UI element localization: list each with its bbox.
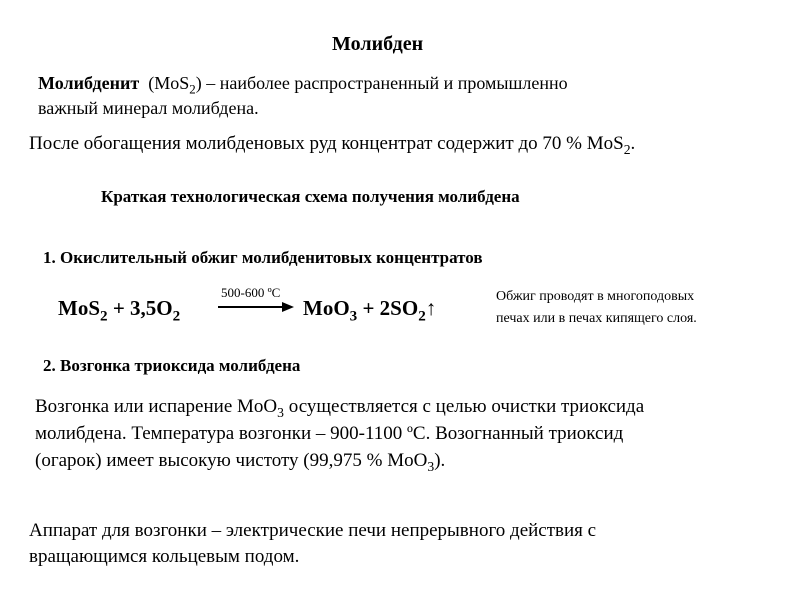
reaction-arrow-head — [282, 302, 294, 312]
gas-arrow-icon: ↑ — [425, 296, 437, 320]
step2-para-line-1 — [35, 396, 644, 418]
step1-equation-left — [58, 296, 181, 325]
intro-line-1 — [38, 73, 568, 97]
step2-heading: 2. Возгонка триоксида молибдена — [43, 356, 301, 375]
step2-line3-a: (огарок) имеет высокую чистоту (99,975 % MoO — [35, 450, 428, 471]
step2-line1-sub: 3 — [277, 404, 284, 420]
step1-note-line-1: Обжиг проводят в многоподовых — [496, 289, 695, 304]
apparatus-line-1: Аппарат для возгонки – электрические печи непрерывного действия с — [29, 520, 597, 541]
concentrate-text — [29, 133, 635, 155]
step2-para-line-3 — [35, 450, 445, 472]
intro-rest: – наиболее распространенный и промышленно — [201, 73, 568, 93]
eq-right-b: + 2SO — [357, 296, 419, 320]
step2-para-line-2: молибдена. Температура возгонки – 900-1100 ºС. Возогнанный триоксид — [35, 423, 624, 444]
intro-formula-sub: 2 — [189, 81, 196, 97]
step1-heading: 1. Окислительный обжиг молибденитовых концентратов — [43, 248, 483, 267]
eq-right-b-sub: 2 — [418, 308, 426, 325]
eq-right-a: MoO — [303, 296, 350, 320]
eq-left-b-sub: 2 — [172, 308, 181, 325]
step2-line3-sub: 3 — [427, 458, 435, 474]
apparatus-line-2: вращающимся кольцевым подом. — [29, 546, 300, 567]
step2-line1-a: Возгонка или испарение MoO — [35, 396, 278, 417]
eq-right-a-sub: 3 — [349, 308, 358, 325]
concentrate-sub: 2 — [623, 141, 631, 157]
intro-term: Молибденит — [38, 73, 140, 93]
step1-note-line-2: печах или в печах кипящего слоя. — [496, 311, 697, 326]
reaction-condition: 500-600 ºC — [221, 285, 281, 300]
intro-line-2: важный минерал молибдена. — [38, 98, 259, 118]
step1-equation-right — [303, 296, 437, 325]
step2-line3-b: ). — [434, 450, 446, 471]
intro-formula — [148, 73, 202, 97]
step2-line1-b: осуществляется с целью очистки триоксида — [283, 396, 645, 417]
intro-formula-close: ) — [195, 73, 202, 93]
eq-left-a-sub: 2 — [100, 308, 108, 325]
scheme-title: Краткая технологическая схема получения молибдена — [101, 187, 520, 206]
concentrate-main: После обогащения молибденовых руд концентрат содержит до 70 % MoS — [29, 133, 624, 154]
page-title: Молибден — [332, 33, 424, 55]
eq-left-a: MoS — [58, 296, 100, 320]
concentrate-end: . — [630, 133, 636, 154]
eq-left-b: + 3,5O — [107, 296, 173, 320]
reaction-arrow-line — [218, 306, 284, 308]
intro-formula-open: (MoS — [148, 73, 190, 93]
